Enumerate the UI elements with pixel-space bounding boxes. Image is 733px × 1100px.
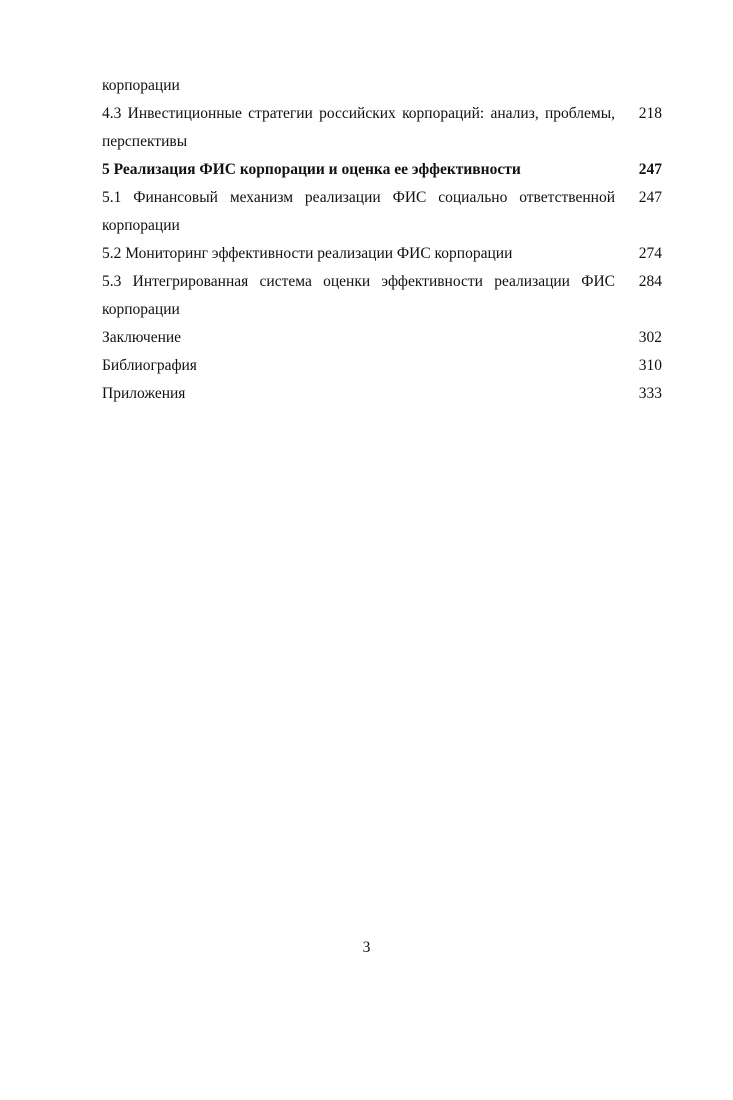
toc-entry-title: 5 Реализация ФИС корпорации и оценка ее эффективности bbox=[102, 161, 521, 178]
toc-entry-title: Приложения bbox=[102, 385, 186, 402]
toc-entry-conclusion bbox=[102, 324, 662, 352]
toc-entry-title: 5.2 Мониторинг эффективности реализации ФИС корпорации bbox=[102, 245, 513, 262]
toc-entry-title: Заключение bbox=[102, 329, 182, 346]
toc-entry-title: 5.3 Интегрированная система оценки эффективности реализации ФИС корпорации bbox=[102, 273, 615, 318]
toc-entry-5-3 bbox=[102, 268, 662, 324]
toc-entry-page: 247 bbox=[638, 161, 662, 178]
toc-entry-page: 310 bbox=[638, 357, 662, 374]
toc-entry-title: корпорации bbox=[102, 77, 180, 94]
page-number: 3 bbox=[362, 939, 371, 956]
toc-entry-bibliography bbox=[102, 352, 662, 380]
toc-entry-appendices bbox=[102, 380, 662, 408]
toc-entry-4-3 bbox=[102, 100, 662, 156]
toc-entry-title: 4.3 Инвестиционные стратегии российских корпораций: анализ, проблемы, перспективы bbox=[102, 105, 615, 150]
toc-entry-page: 274 bbox=[638, 245, 662, 262]
toc-entry-chapter-5 bbox=[102, 156, 662, 184]
toc-entry-page: 218 bbox=[638, 105, 662, 122]
toc-entry-page: 247 bbox=[638, 189, 662, 206]
toc-entry-5-2 bbox=[102, 240, 662, 268]
toc-entry-page: 333 bbox=[638, 385, 662, 402]
toc-entry-title: 5.1 Финансовый механизм реализации ФИС социально ответственной корпорации bbox=[102, 189, 615, 234]
toc-entry-title: Библиография bbox=[102, 357, 197, 374]
toc-entry-continuation bbox=[102, 72, 662, 100]
table-of-contents bbox=[102, 72, 662, 408]
toc-entry-page: 284 bbox=[638, 273, 662, 290]
toc-entry-5-1 bbox=[102, 184, 662, 240]
toc-entry-page: 302 bbox=[638, 329, 662, 346]
